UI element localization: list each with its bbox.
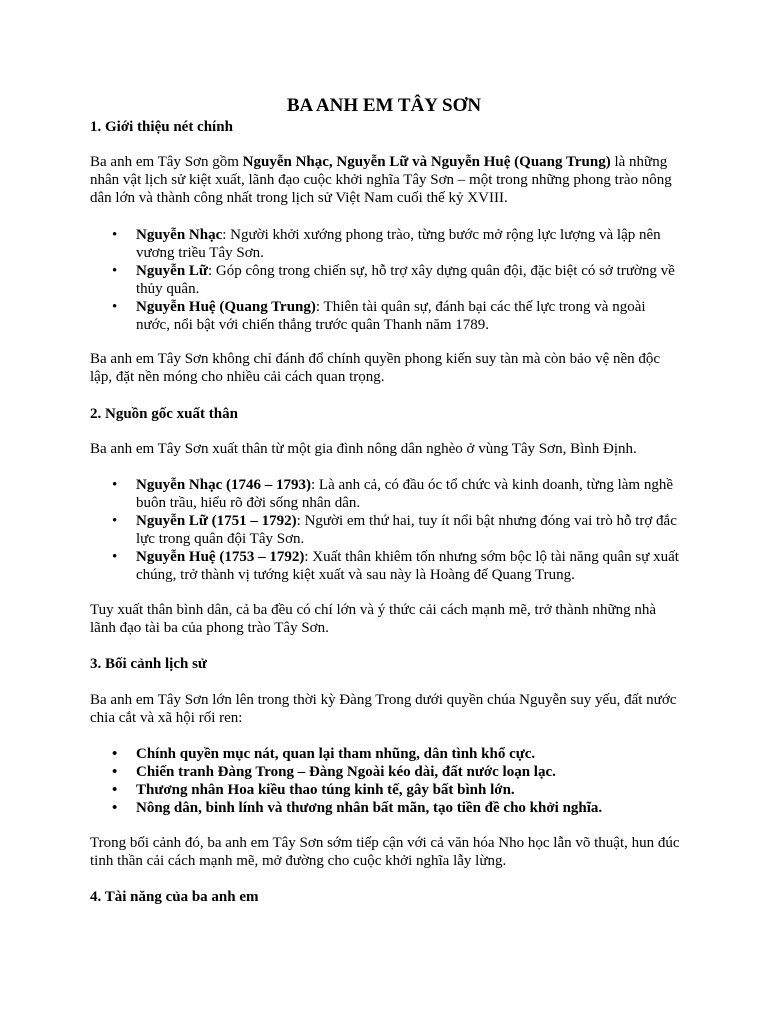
section-1-intro — [90, 153, 680, 207]
section-2-list — [90, 476, 682, 584]
list-item — [90, 548, 682, 584]
list-item-name: Nguyễn Lữ (1751 – 1792) — [136, 513, 297, 529]
document-title: BA ANH EM TÂY SƠN — [286, 95, 482, 116]
section-1-intro-names: Nguyễn Nhạc, Nguyễn Lữ và Nguyễn Huệ (Quang Trung) — [242, 154, 611, 170]
list-item-name: Nguyễn Nhạc — [136, 227, 223, 243]
list-item: • Chiến tranh Đàng Trong – Đàng Ngoài kéo dài, đất nước loạn lạc. — [90, 763, 682, 781]
section-2-intro: Ba anh em Tây Sơn xuất thân từ một gia đình nông dân nghèo ở vùng Tây Sơn, Bình Định. — [90, 441, 637, 457]
section-3-list — [90, 745, 682, 817]
section-1-intro-pre: Ba anh em Tây Sơn gồm — [90, 154, 243, 170]
section-1-heading: 1. Giới thiệu nét chính — [90, 119, 233, 135]
list-item-name: Nguyễn Nhạc (1746 – 1793) — [136, 477, 311, 493]
list-item-text: : Là anh cả, có đầu óc tổ chức và kinh doanh, từng làm nghề buôn trầu, hiểu rõ đời sống nhân dân. — [136, 477, 673, 511]
list-item — [90, 298, 682, 334]
list-item-name: Nguyễn Lữ — [136, 263, 208, 279]
list-item: • Nông dân, binh lính và thương nhân bất mãn, tạo tiền đề cho khởi nghĩa. — [90, 799, 682, 817]
list-item — [90, 512, 682, 548]
section-2-outro: Tuy xuất thân bình dân, cả ba đều có chí lớn và ý thức cải cách mạnh mẽ, trở thành những nhà lãnh đạo tài ba của phong trào Tây Sơn. — [90, 602, 657, 636]
list-item — [90, 226, 682, 262]
section-2-heading: 2. Nguồn gốc xuất thân — [90, 406, 238, 422]
list-item-text: : Xuất thân khiêm tốn nhưng sớm bộc lộ tài năng quân sự xuất chúng, trở thành vị tướng kiệt xuất và sau này là Hoàng đế Quang Trung. — [136, 549, 679, 583]
section-1-intro-post: là những nhân vật lịch sử kiệt xuất, lãnh đạo cuộc khởi nghĩa Tây Sơn – một trong những phong trào nông dân lớn và thành công nhất trong lịch sử Việt Nam cuối thế kỷ XVIII. — [90, 154, 672, 206]
list-item: • Thương nhân Hoa kiều thao túng kinh tế, gây bất bình lớn. — [90, 781, 682, 799]
section-4-heading: 4. Tài năng của ba anh em — [90, 889, 259, 905]
list-item — [90, 262, 682, 298]
list-item-name: Nguyễn Huệ (1753 – 1792) — [136, 549, 305, 565]
section-1-list — [90, 226, 682, 334]
list-item-text: : Người khởi xướng phong trào, từng bước mở rộng lực lượng và lập nên vương triều Tây Sơn. — [136, 227, 661, 261]
section-1-outro: Ba anh em Tây Sơn không chỉ đánh đổ chính quyền phong kiến suy tàn mà còn bảo vệ nền độc lập, đặt nền móng cho nhiều cải cách quan trọng. — [90, 351, 661, 385]
list-item-text: : Người em thứ hai, tuy ít nổi bật nhưng đóng vai trò hỗ trợ đắc lực trong quân đội Tây Sơn. — [136, 513, 677, 547]
section-3-heading: 3. Bối cảnh lịch sử — [90, 656, 207, 672]
list-item-name: Nguyễn Huệ (Quang Trung) — [136, 299, 316, 315]
list-item — [90, 476, 682, 512]
list-item-text: : Thiên tài quân sự, đánh bại các thế lực trong và ngoài nước, nổi bật với chiến thắng trước quân Thanh năm 1789. — [136, 299, 646, 333]
section-3-outro: Trong bối cảnh đó, ba anh em Tây Sơn sớm tiếp cận với cả văn hóa Nho học lẫn võ thuật, hun đúc tinh thần cải cách mạnh mẽ, mở đường cho cuộc khởi nghĩa lẫy lừng. — [90, 835, 680, 869]
list-item: • Chính quyền mục nát, quan lại tham nhũng, dân tình khổ cực. — [90, 745, 682, 763]
section-3-intro: Ba anh em Tây Sơn lớn lên trong thời kỳ Đàng Trong dưới quyền chúa Nguyễn suy yếu, đất nước chia cắt và xã hội rối ren: — [90, 692, 677, 726]
list-item-text: : Góp công trong chiến sự, hỗ trợ xây dựng quân đội, đặc biệt có sở trường về thủy quân. — [136, 263, 675, 297]
